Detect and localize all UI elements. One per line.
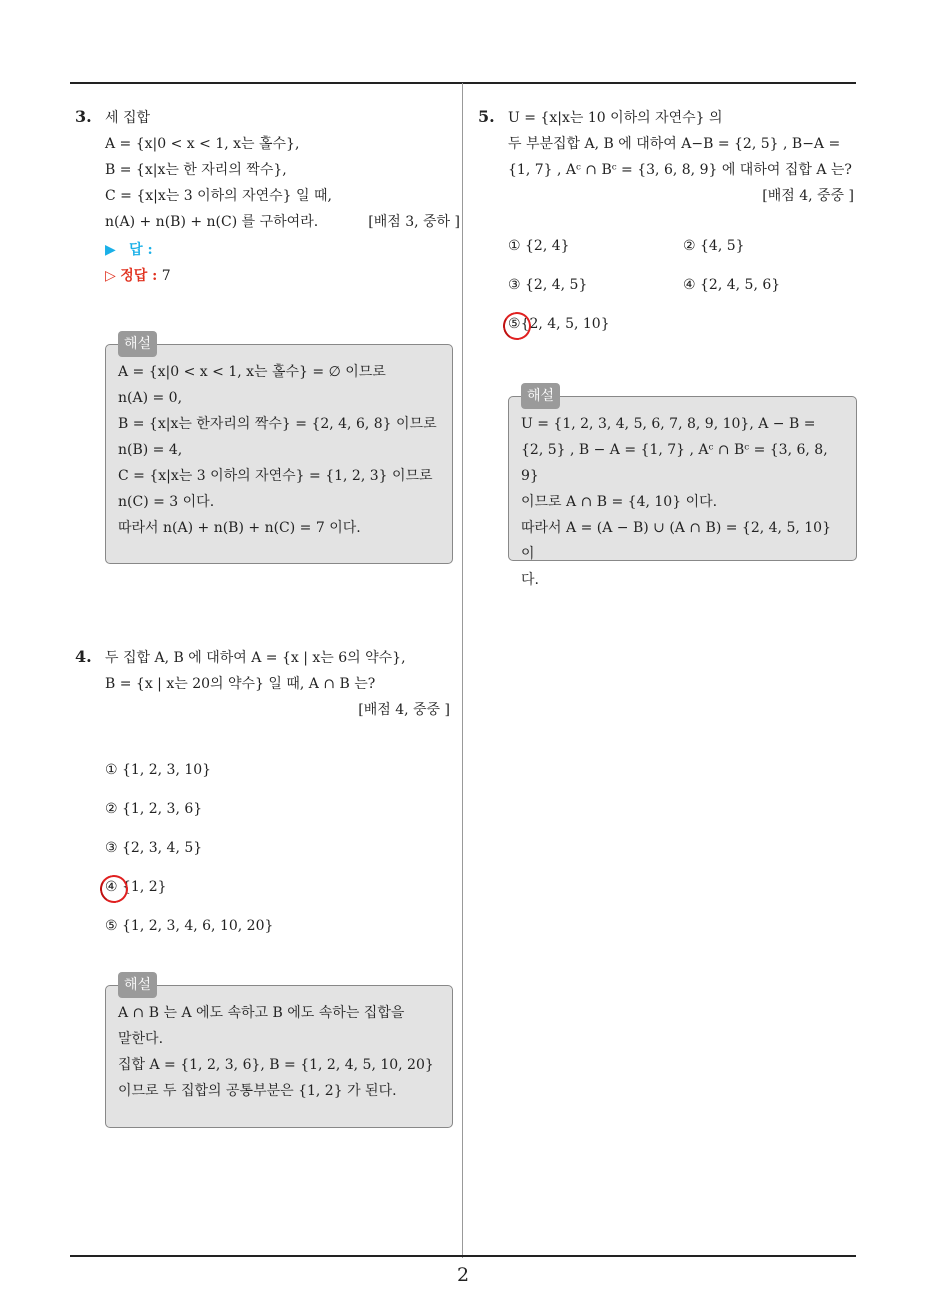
difficulty-label: [배점 4, 중중 ]	[358, 702, 450, 718]
explanation-tag: 해설	[521, 383, 560, 409]
explanation-line: 따라서 n(A) + n(B) + n(C) = 7 이다.	[118, 520, 361, 536]
choice-2[interactable]	[105, 790, 460, 829]
explanation-line: A ∩ B 는 A 에도 속하고 B 에도 속하는 집합을	[118, 1005, 405, 1021]
choice-text: {4, 5}	[700, 238, 745, 254]
explanation-line: A = {x|0 < x < 1, x는 홀수} = ∅ 이므로	[118, 364, 386, 380]
question-3	[75, 104, 460, 289]
choice-number: ④	[683, 277, 696, 293]
choice-1[interactable]	[105, 751, 460, 790]
question-text: U = {x|x는 10 이하의 자연수} 의	[508, 110, 723, 126]
bottom-rule	[70, 1255, 856, 1257]
choice-number: ①	[105, 762, 118, 778]
choice-text: {1, 2}	[122, 879, 167, 895]
answer-label: 답 :	[129, 242, 153, 258]
question-number: 5.	[478, 107, 495, 126]
question-number: 3.	[75, 107, 92, 126]
explanation-line: n(B) = 4,	[118, 442, 183, 458]
explanation-line: {2, 5} , B − A = {1, 7} , Aᶜ ∩ Bᶜ = {3, 6, 8, 9}	[521, 442, 828, 484]
play-triangle-icon: ▶	[105, 242, 116, 258]
choice-text: {1, 2, 3, 6}	[122, 801, 203, 817]
explanation-line: C = {x|x는 3 이하의 자연수} = {1, 2, 3} 이므로	[118, 468, 433, 484]
explanation-line: 집합 A = {1, 2, 3, 6}, B = {1, 2, 4, 5, 10, 20}	[118, 1057, 434, 1073]
page-number: 2	[456, 1264, 470, 1286]
question-4	[75, 644, 460, 946]
explanation-box	[105, 977, 453, 1128]
correct-answer-label: 정답 :	[120, 268, 158, 284]
explanation-line: B = {x|x는 한자리의 짝수} = {2, 4, 6, 8} 이므로	[118, 416, 437, 432]
explanation-line: 말한다.	[118, 1031, 164, 1047]
choice-text: {1, 2, 3, 4, 6, 10, 20}	[122, 918, 274, 934]
question-text: {1, 7} , Aᶜ ∩ Bᶜ = {3, 6, 8, 9} 에 대하여 집합 A 는?	[508, 162, 852, 178]
question-text: B = {x | x는 20의 약수} 일 때, A ∩ B 는?	[105, 676, 376, 692]
question-text: 두 집합 A, B 에 대하여 A = {x | x는 6의 약수},	[105, 650, 406, 666]
choice-text: {1, 2, 3, 10}	[122, 762, 212, 778]
explanation-tag: 해설	[118, 972, 157, 998]
outline-triangle-icon: ▷	[105, 268, 116, 284]
circled-answer-mark: ④	[105, 868, 118, 907]
choice-5[interactable]	[508, 305, 683, 344]
difficulty-label: [배점 3, 중하 ]	[368, 214, 460, 230]
choice-2[interactable]	[683, 227, 858, 266]
choice-3[interactable]	[105, 829, 460, 868]
explanation-line: 이므로 두 집합의 공통부분은 {1, 2} 가 된다.	[118, 1083, 397, 1099]
top-rule	[70, 82, 856, 84]
choice-number: ②	[105, 801, 118, 817]
question-text: A = {x|0 < x < 1, x는 홀수},	[105, 136, 300, 152]
circled-answer-mark: ⑤	[508, 305, 521, 344]
explanation-line: U = {1, 2, 3, 4, 5, 6, 7, 8, 9, 10}, A − B =	[521, 416, 816, 432]
question-text: 세 집합	[105, 110, 151, 126]
choice-5[interactable]	[105, 907, 460, 946]
question-text: C = {x|x는 3 이하의 자연수} 일 때,	[105, 188, 332, 204]
explanation-line: 이므로 A ∩ B = {4, 10} 이다.	[521, 494, 718, 510]
difficulty-label: [배점 4, 중중 ]	[762, 188, 854, 204]
choice-text: {2, 4}	[525, 238, 570, 254]
choice-number: ⑤	[105, 918, 118, 934]
question-text: n(A) + n(B) + n(C) 를 구하여라.	[105, 214, 319, 230]
explanation-box	[508, 388, 857, 588]
choice-4[interactable]	[105, 868, 460, 907]
choice-text: {2, 4, 5}	[525, 277, 588, 293]
choice-text: {2, 4, 5, 6}	[700, 277, 781, 293]
choice-3[interactable]	[508, 266, 683, 305]
explanation-tag: 해설	[118, 331, 157, 357]
question-text: 두 부분집합 A, B 에 대하여 A−B = {2, 5} , B−A =	[508, 136, 841, 152]
explanation-line: n(C) = 3 이다.	[118, 494, 215, 510]
choice-1[interactable]	[508, 227, 683, 266]
explanation-line: n(A) = 0,	[118, 390, 183, 406]
choice-number: ①	[508, 238, 521, 254]
choice-number: ③	[508, 277, 521, 293]
correct-answer-value: 7	[161, 268, 171, 284]
question-5	[478, 104, 858, 344]
choice-number: ②	[683, 238, 696, 254]
choice-4[interactable]	[683, 266, 858, 305]
choice-text: {2, 4, 5, 10}	[520, 316, 610, 332]
question-number: 4.	[75, 647, 92, 666]
explanation-line: 따라서 A = (A − B) ∪ (A ∩ B) = {2, 4, 5, 10} 이	[521, 520, 831, 562]
column-divider	[462, 83, 463, 1258]
choice-number: ③	[105, 840, 118, 856]
explanation-line: 다.	[521, 572, 539, 588]
choice-text: {2, 3, 4, 5}	[122, 840, 203, 856]
question-text: B = {x|x는 한 자리의 짝수},	[105, 162, 287, 178]
explanation-box	[105, 336, 453, 564]
